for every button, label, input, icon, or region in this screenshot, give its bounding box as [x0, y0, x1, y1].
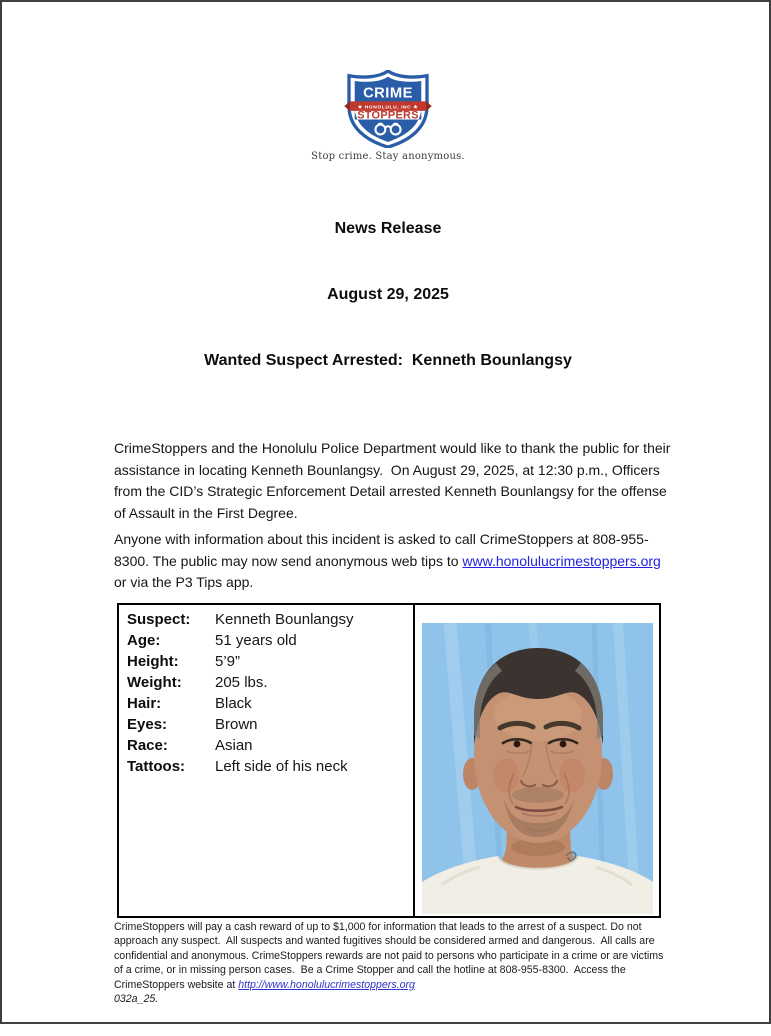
field-value: Kenneth Bounlangsy: [207, 609, 407, 630]
field-label: Age:: [127, 630, 207, 651]
suspect-info-box: [117, 603, 661, 918]
field-value: Brown: [207, 714, 407, 735]
release-date: August 29, 2025: [114, 284, 662, 306]
field-value: Asian: [207, 735, 407, 756]
case-number: 032a_25.: [114, 992, 670, 1007]
field-label: Race:: [127, 735, 207, 756]
suspect-photo: [422, 623, 653, 914]
field-label: Tattoos:: [127, 756, 207, 777]
field-hair: [127, 693, 407, 714]
crimestoppers-website-link[interactable]: www.honolulucrimestoppers.org: [462, 553, 660, 569]
field-suspect: [127, 609, 407, 630]
field-age: [127, 630, 407, 651]
paragraph-thanks: CrimeStoppers and the Honolulu Police Department would like to thank the public for their assistance in locating Kenneth Bounlangsy. On August 29, 2025, at 12:30 p.m., Officers from the CID’s Strategic Enforcement Detail arrested Kenneth Bounlangsy for the offense of Assault in the First Degree.: [114, 438, 672, 524]
field-label: Eyes:: [127, 714, 207, 735]
field-tattoos: [127, 756, 407, 777]
suspect-details: [119, 605, 415, 916]
headline: Wanted Suspect Arrested: Kenneth Bounlangsy: [114, 350, 662, 372]
fine-print-website-link[interactable]: http://www.honolulucrimestoppers.org: [238, 979, 415, 991]
field-label: Height:: [127, 651, 207, 672]
paragraph-contact: [114, 529, 672, 594]
logo-banner-text: ★ HONOLULU, INC ★: [358, 105, 419, 111]
field-value: 51 years old: [207, 630, 407, 651]
logo-tagline: Stop crime. Stay anonymous.: [114, 151, 662, 162]
logo-word-crime: CRIME: [363, 86, 413, 102]
field-value: 5’9”: [207, 651, 407, 672]
field-race: [127, 735, 407, 756]
headings-block: [114, 174, 662, 416]
field-value: 205 lbs.: [207, 672, 407, 693]
field-label: Hair:: [127, 693, 207, 714]
field-eyes: [127, 714, 407, 735]
field-value: Black: [207, 693, 407, 714]
field-label: Weight:: [127, 672, 207, 693]
suspect-photo-cell: [415, 605, 659, 916]
paragraph-contact-text: Anyone with information about this incident is asked to call CrimeStoppers at 808-955-8300. The public may now send anonymous web tips to: [114, 531, 649, 569]
paragraph-contact-tail: or via the P3 Tips app.: [114, 553, 665, 591]
field-height: [127, 651, 407, 672]
crimestoppers-logo-icon: [340, 70, 436, 148]
document-content: [2, 70, 769, 1036]
news-release-title: News Release: [114, 218, 662, 240]
fine-print-text: CrimeStoppers will pay a cash reward of up to $1,000 for information that leads to the arrest of a suspect. Do not approach any suspect. All suspects and wanted fugitives should be considered armed and dangerous. All calls are confidential and anonymous. CrimeStoppers rewards are not paid to persons who participate in a crime or are victims of a crime, or in missing person cases. Be a Crime Stopper and call the hotline at 808-955-8300. Access the CrimeStoppers website at: [114, 921, 666, 991]
logo-block: [114, 70, 662, 162]
field-value: Left side of his neck: [207, 756, 407, 777]
field-label: Suspect:: [127, 609, 207, 630]
field-weight: [127, 672, 407, 693]
logo-word-stoppers: STOPPERS: [357, 110, 419, 122]
fine-print: [114, 920, 670, 1036]
